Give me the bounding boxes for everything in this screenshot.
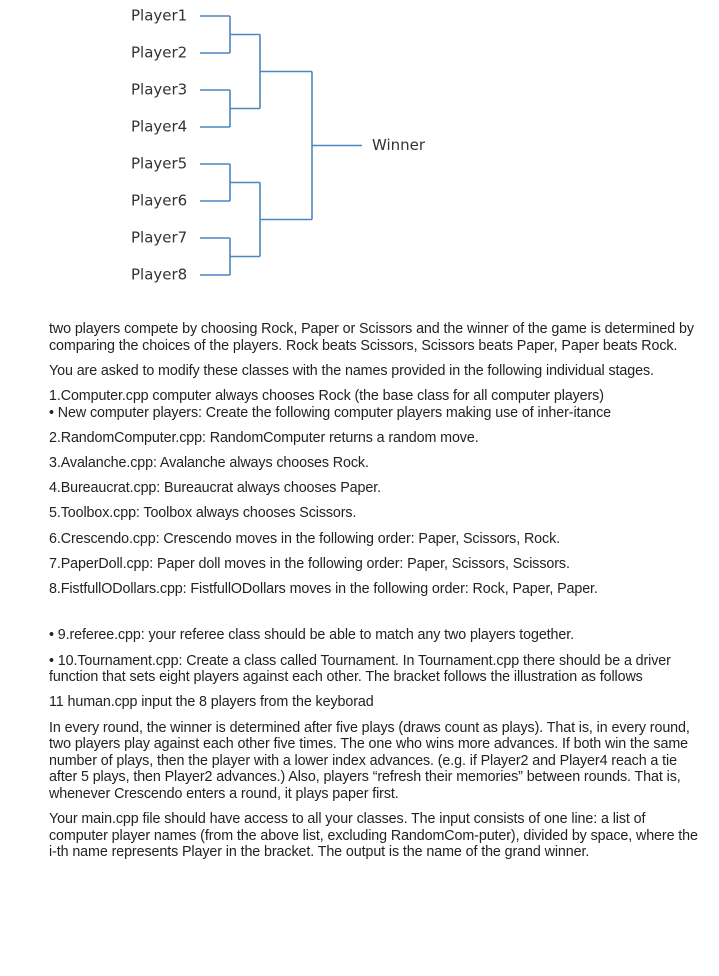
player-label: Player3 bbox=[131, 80, 188, 99]
player-label: Player8 bbox=[131, 265, 188, 284]
paragraph-main: Your main.cpp file should have access to all your classes. The input consists of one line: a list of computer player names (from the above list, excluding RandomCom-puter), divided by space, where the i-th name represents Player in the bracket. The output is the name of the grand winner. bbox=[49, 811, 698, 861]
item-computer: 1.Computer.cpp computer always chooses Rock (the base class for all computer players) bbox=[49, 387, 604, 404]
item-random-computer: 2.RandomComputer.cpp: RandomComputer returns a random move. bbox=[49, 429, 479, 446]
item-tournament: • 10.Tournament.cpp: Create a class called Tournament. In Tournament.cpp there should be a driver function that sets eight players against each other. The bracket follows the illustration as follows bbox=[49, 652, 671, 686]
paragraph-rounds: In every round, the winner is determined after five plays (draws count as plays). That is, in every round, two players play against each other five times. The one who wins more advances. If both win the same number of plays, then the player with a lower index advances. (e.g. if Player2 and Player4 reach a tie after 5 plays, then Player2 advances.) Also, players “refresh their memories” between rounds. That is, whenever Crescendo enters a round, it plays paper first. bbox=[49, 719, 690, 802]
player-label: Player2 bbox=[131, 43, 188, 62]
player-label: Player4 bbox=[131, 117, 188, 136]
assignment-text bbox=[49, 321, 704, 870]
player-label: Player7 bbox=[131, 228, 188, 247]
item-paperdoll: 7.PaperDoll.cpp: Paper doll moves in the following order: Paper, Scissors, Scissors. bbox=[49, 555, 570, 572]
item-human: 11 human.cpp input the 8 players from the keyborad bbox=[49, 694, 374, 711]
item-bureaucrat: 4.Bureaucrat.cpp: Bureaucrat always chooses Paper. bbox=[49, 480, 381, 497]
tournament-bracket-diagram bbox=[0, 0, 719, 300]
item-crescendo: 6.Crescendo.cpp: Crescendo moves in the following order: Paper, Scissors, Rock. bbox=[49, 530, 561, 547]
item-new-players: • New computer players: Create the following computer players making use of inher-itance bbox=[49, 404, 611, 421]
player-label: Player6 bbox=[131, 191, 188, 210]
paragraph-task: You are asked to modify these classes with the names provided in the following individual stages. bbox=[49, 362, 654, 379]
winner-label: Winner bbox=[372, 136, 426, 154]
item-avalanche: 3.Avalanche.cpp: Avalanche always chooses Rock. bbox=[49, 454, 369, 471]
paragraph-intro: two players compete by choosing Rock, Paper or Scissors and the winner of the game is determined by comparing the choices of the players. Rock beats Scissors, Scissors beats Paper, Paper beats Rock. bbox=[49, 321, 694, 354]
player-label: Player5 bbox=[131, 154, 188, 173]
item-fistfull: 8.FistfullODollars.cpp: FistfullODollars moves in the following order: Rock, Paper, Paper. bbox=[49, 580, 598, 597]
item-toolbox: 5.Toolbox.cpp: Toolbox always chooses Scissors. bbox=[49, 505, 357, 522]
item-referee: • 9.referee.cpp: your referee class should be able to match any two players together. bbox=[49, 627, 574, 644]
player-label: Player1 bbox=[131, 6, 188, 25]
